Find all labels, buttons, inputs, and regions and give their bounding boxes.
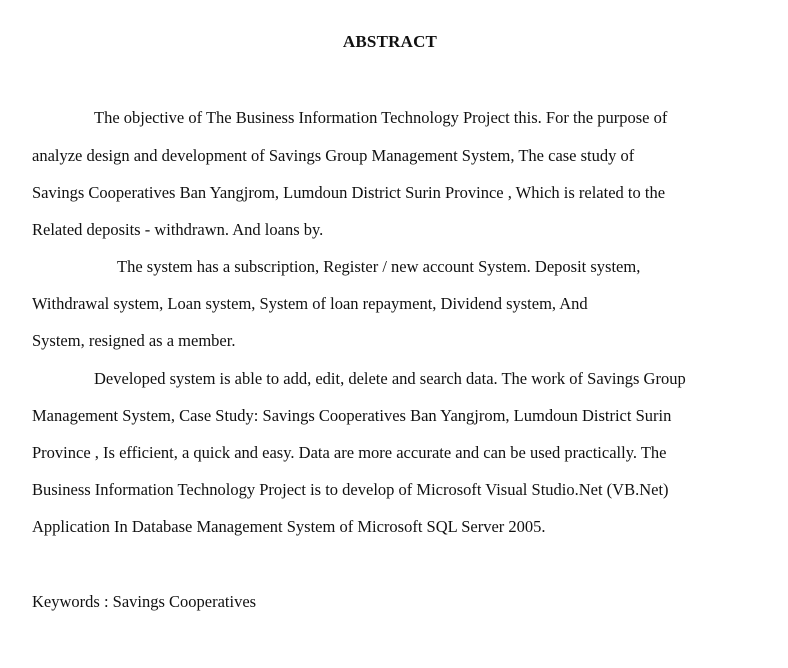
keywords-line: Keywords : Savings Cooperatives xyxy=(32,592,257,611)
paragraph-3-line-5: Application In Database Management System of Microsoft SQL Server 2005. xyxy=(32,517,546,536)
paragraph-3-line-1: Developed system is able to add, edit, delete and search data. The work of Savings Group xyxy=(94,369,686,388)
paragraph-1-line-1: The objective of The Business Information Technology Project this. For the purpose of xyxy=(94,108,668,127)
paragraph-2-line-2: Withdrawal system, Loan system, System of loan repayment, Dividend system, And xyxy=(32,294,588,313)
paragraph-2-line-1: The system has a subscription, Register / new account System. Deposit system, xyxy=(117,257,641,276)
paragraph-3-line-2: Management System, Case Study: Savings Cooperatives Ban Yangjrom, Lumdoun District Surin xyxy=(32,406,672,425)
paragraph-1-line-2: analyze design and development of Savings Group Management System, The case study of xyxy=(32,146,635,165)
paragraph-3-line-4: Business Information Technology Project is to develop of Microsoft Visual Studio.Net (VB.Net) xyxy=(32,480,669,499)
abstract-title: ABSTRACT xyxy=(342,32,438,51)
paragraph-1-line-3: Savings Cooperatives Ban Yangjrom, Lumdoun District Surin Province , Which is related to the xyxy=(32,183,666,202)
paragraph-2-line-3: System, resigned as a member. xyxy=(32,331,236,350)
paragraph-1-line-4: Related deposits - withdrawn. And loans by. xyxy=(32,220,324,239)
paragraph-3-line-3: Province , Is efficient, a quick and easy. Data are more accurate and can be used practically. The xyxy=(32,443,667,462)
